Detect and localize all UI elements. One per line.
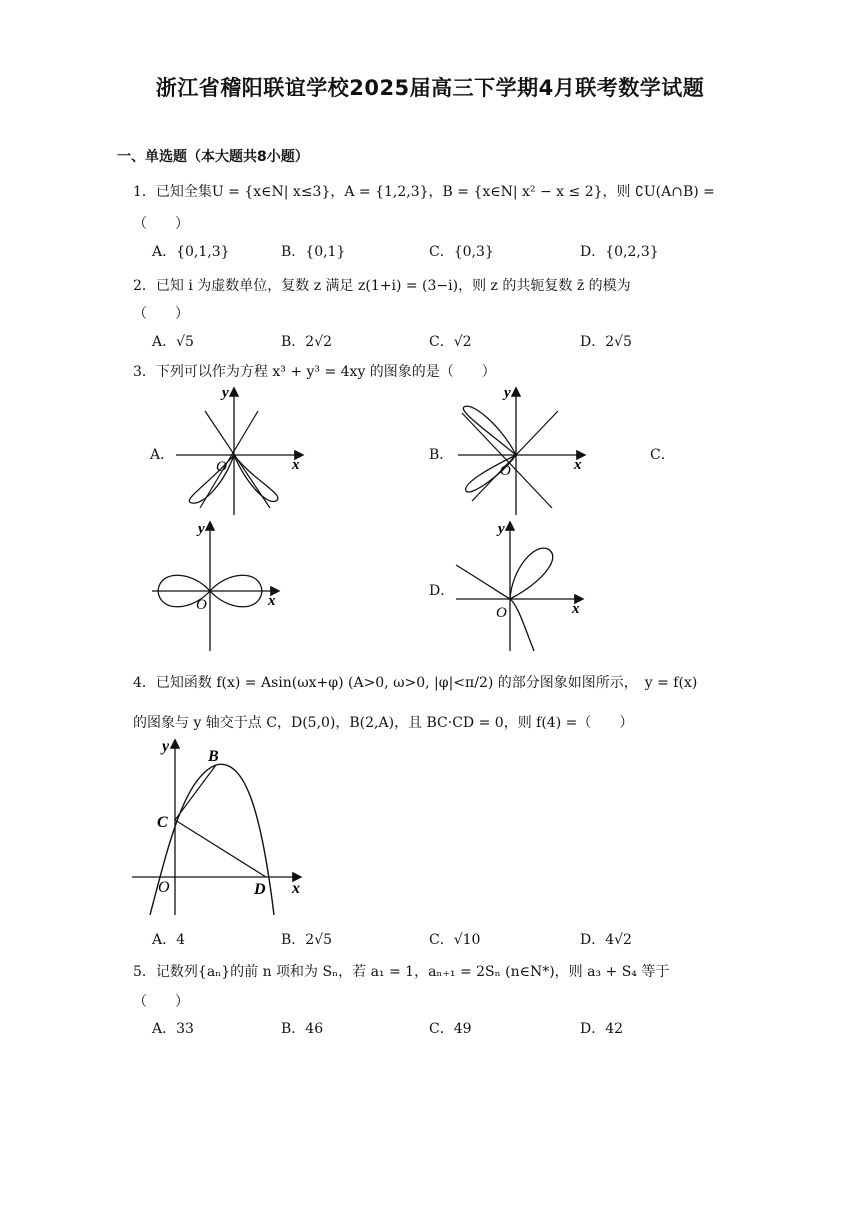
question-5-blank: （ ） [133, 994, 189, 1010]
graph-option-b [452, 383, 592, 518]
graph-d-x-label: x [572, 601, 580, 617]
question-1-option-c: C．{0,3} [429, 244, 494, 260]
question-5-option-c: C．49 [429, 1021, 472, 1037]
graph-4-origin: O [158, 879, 170, 896]
graph-c-y-label: y [198, 521, 205, 537]
question-2-blank: （ ） [133, 306, 189, 322]
question-1-stem: 1．已知全集U = {x∈N| x≤3}，A = {1,2,3}，B = {x∈N| x² − x ≤ 2}，则 ∁U(A∩B) = [133, 184, 715, 200]
question-4-option-d: D．4√2 [580, 932, 632, 948]
graph-d-origin: O [496, 605, 507, 621]
graph-option-c [148, 519, 288, 654]
graph-c-origin: O [196, 597, 207, 613]
point-b-label: B [208, 748, 219, 765]
graph-question-4 [128, 737, 308, 919]
graph-b-x-label: x [574, 457, 582, 473]
graph-a-origin: O [216, 459, 227, 475]
section-heading: 一、单选题（本大题共8小题） [117, 149, 309, 165]
graph-4-x-label: x [292, 880, 300, 897]
question-3-option-d-label: D． [429, 583, 455, 599]
question-3-option-a-label: A． [150, 447, 175, 463]
question-3-option-c-label: C． [650, 447, 675, 463]
graph-a-x-label: x [292, 457, 300, 473]
question-1-blank: （ ） [133, 216, 189, 232]
question-4-option-c: C．√10 [429, 932, 481, 948]
graph-b-origin: O [500, 463, 511, 479]
question-2-option-a: A．√5 [152, 334, 194, 350]
question-3-stem: 3．下列可以作为方程 x³ + y³ = 4xy 的图象的是（ ） [133, 364, 496, 380]
question-3-option-b-label: B． [429, 447, 454, 463]
question-5-option-d: D．42 [580, 1021, 624, 1037]
question-1-option-b: B．{0,1} [281, 244, 346, 260]
question-2-option-b: B．2√2 [281, 334, 333, 350]
graph-c-x-label: x [268, 593, 276, 609]
graph-option-d [452, 519, 592, 654]
graph-d-y-label: y [498, 521, 505, 537]
question-2-option-d: D．2√5 [580, 334, 632, 350]
question-5-stem: 5．记数列{aₙ}的前 n 项和为 Sₙ，若 a₁ = 1，aₙ₊₁ = 2Sₙ (n∈N*)，则 a₃ + S₄ 等于 [133, 964, 670, 980]
point-c-label: C [157, 814, 168, 831]
graph-b-y-label: y [504, 385, 511, 401]
question-4-stem: 4．已知函数 f(x) = Asin(ωx+φ) (A>0, ω>0, |φ|<π/2) 的部分图象如图所示， y = f(x) [133, 675, 698, 691]
graph-option-a [170, 383, 310, 518]
question-5-option-b: B．46 [281, 1021, 324, 1037]
graph-4-y-label: y [162, 738, 170, 755]
question-4-stem-line-2: 的图象与 y 轴交于点 C，D(5,0)，B(2,A)，且 BC·CD = 0，则 f(4) =（ ） [133, 715, 634, 731]
point-d-label: D [254, 881, 266, 898]
page-title: 浙江省稽阳联谊学校2025届高三下学期4月联考数学试题 [155, 76, 705, 100]
question-1-option-a: A．{0,1,3} [152, 244, 230, 260]
question-4-option-a: A．4 [152, 932, 186, 948]
question-1-option-d: D．{0,2,3} [580, 244, 659, 260]
question-2-stem: 2．已知 i 为虚数单位，复数 z 满足 z(1+i) = (3−i)，则 z 的共轭复数 z̄ 的模为 [133, 278, 631, 294]
graph-a-y-label: y [222, 385, 229, 401]
question-2-option-c: C．√2 [429, 334, 472, 350]
question-5-option-a: A．33 [152, 1021, 194, 1037]
question-4-option-b: B．2√5 [281, 932, 333, 948]
